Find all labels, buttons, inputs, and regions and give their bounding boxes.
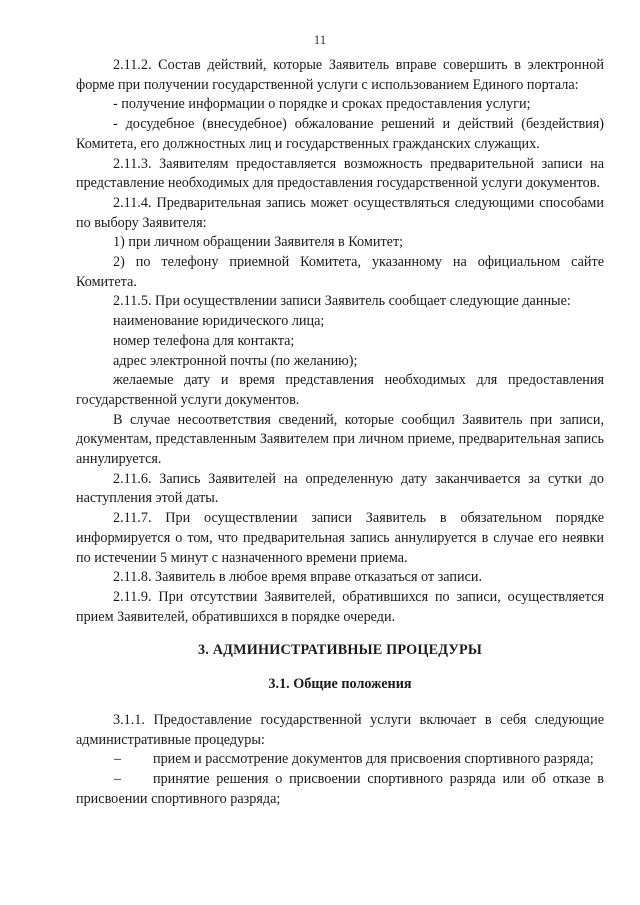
paragraph-2-11-8: 2.11.8. Заявитель в любое время вправе отказаться от записи. [113,569,483,586]
list-item-proc-1-text: прием и рассмотрение документов для присвоения спортивного разряда; [153,751,594,768]
list-item-data-1: наименование юридического лица; [113,313,325,330]
paragraph-2-11-4: 2.11.4. Предварительная запись может осуществляться следующими способами по выбору Заявителя: [76,194,604,231]
paragraph-2-11-2: 2.11.2. Состав действий, которые Заявитель вправе совершить в электронной форме при получении государственной услуги с использованием Единого портала: [76,57,604,93]
document-body [76,56,604,809]
dash-marker: – [114,751,122,768]
paragraph-2-11-7: 2.11.7. При осуществлении записи Заявитель в обязательном порядке информируется о том, что предварительная запись аннулируется в случае его неявки по истечении 5 минут с назначенного времени приема. [76,510,604,566]
page-number: 11 [313,32,327,47]
list-item-data-3: адрес электронной почты (по желанию); [113,352,358,369]
paragraph-2-11-5: 2.11.5. При осуществлении записи Заявитель сообщает следующие данные: [113,293,571,310]
paragraph-2-11-9: 2.11.9. При отсутствии Заявителей, обратившихся по записи, осуществляется прием Заявителей, обратившихся в порядке очереди. [76,588,604,625]
list-item-proc-1 [76,750,604,770]
list-item-data-2: номер телефона для контакта; [113,332,295,349]
section-3-1-heading: 3.1. Общие положения [268,676,412,693]
list-item-info: - получение информации о порядке и сроках предоставления услуги; [113,96,531,113]
paragraph-mismatch: В случае несоответствия сведений, которые сообщил Заявитель при записи, документам, представленным Заявителем при личном приеме, предварительная запись аннулируется. [76,411,604,468]
list-item-proc-2 [76,770,604,809]
paragraph-2-11-6: 2.11.6. Запись Заявителей на определенную дату заканчивается за сутки до наступления этой даты. [76,470,604,507]
list-item-data-4: желаемые дату и время представления необходимых для предоставления государственной услуги документов. [76,372,604,408]
section-3-heading: 3. АДМИНИСТРАТИВНЫЕ ПРОЦЕДУРЫ [197,642,483,659]
list-item-appeal: - досудебное (внесудебное) обжалование решений и действий (бездействия) Комитета, его должностных лиц и государственных гражданских служащих. [76,116,604,152]
list-item-way-2: 2) по телефону приемной Комитета, указанному на официальном сайте Комитета. [76,254,604,290]
paragraph-2-11-3: 2.11.3. Заявителям предоставляется возможность предварительной записи на представление необходимых для предоставления государственной услуги документов. [76,155,604,192]
list-item-way-1: 1) при личном обращении Заявителя в Комитет; [113,234,404,251]
dash-marker: – [114,770,122,787]
paragraph-3-1-1: 3.1.1. Предоставление государственной услуги включает в себя следующие административные процедуры: [76,711,604,748]
list-item-proc-2-text: принятие решения о присвоении спортивного разряда или об отказе в присвоении спортивного разряда; [76,770,604,807]
spacer [76,695,604,711]
